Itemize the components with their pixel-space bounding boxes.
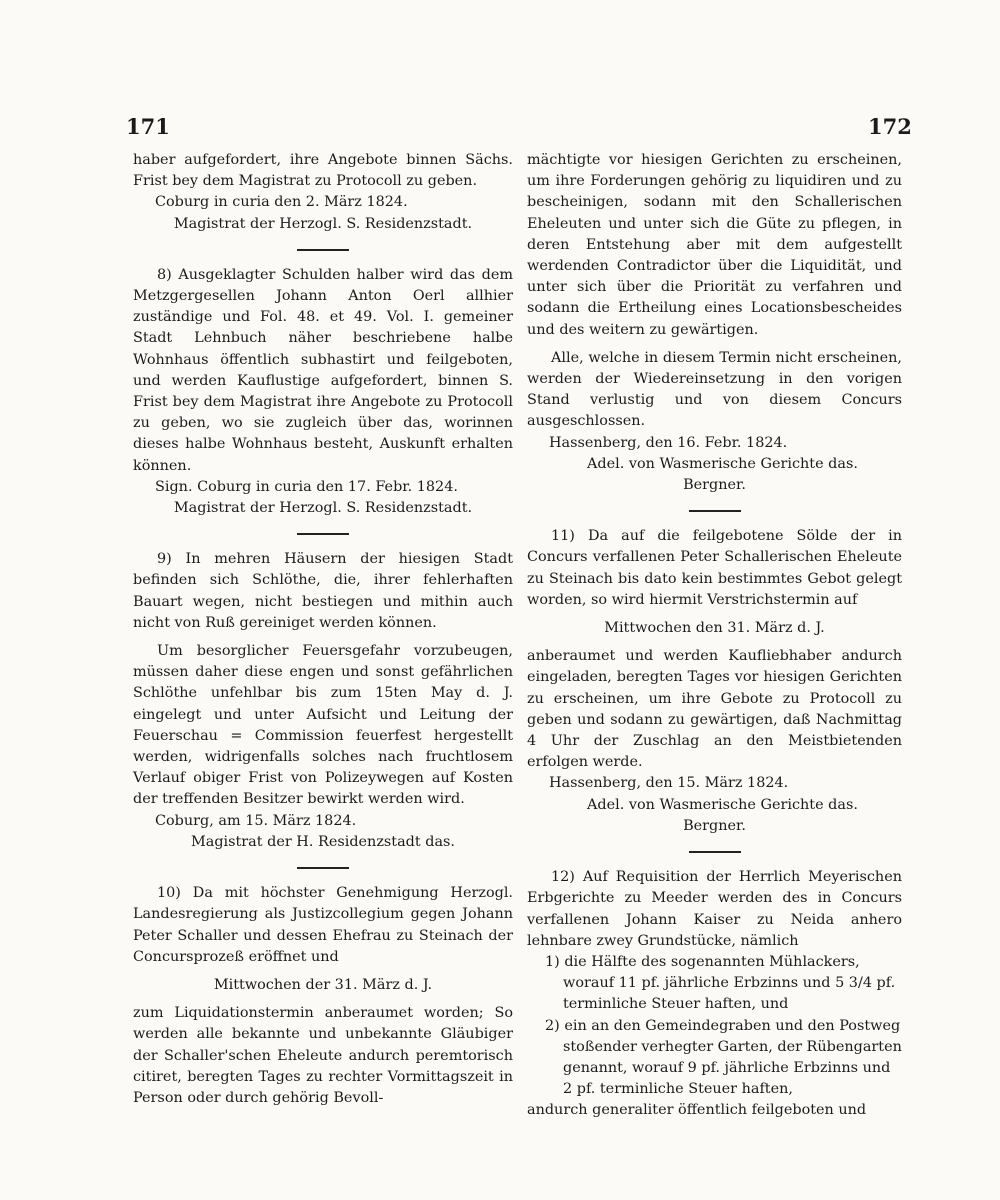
intro-signature: Magistrat der Herzogl. S. Residenzstadt.	[173, 215, 473, 232]
page-number-right: 172	[868, 114, 912, 139]
item11-signature: Adel. von Wasmerische Gerichte das.	[587, 796, 858, 813]
item10-cont-signature: Adel. von Wasmerische Gerichte das.	[587, 455, 858, 472]
item10-cont-date: Hassenberg, den 16. Febr. 1824.	[549, 434, 788, 451]
item11-date: Hassenberg, den 15. März 1824.	[549, 775, 789, 792]
list-item: 2) ein an den Gemeindegraben und den Postweg stoßender verhegter Garten, der Rübengarten genannt, worauf 9 pf. jährliche Erbzinns und 2 pf. terminliche Steuer haften,	[545, 1017, 902, 1098]
section-divider	[297, 867, 349, 869]
right-column	[527, 150, 902, 1122]
item12-list	[527, 952, 902, 1100]
section-divider	[689, 851, 741, 853]
item10-cont-text: mächtigte vor hiesigen Gerichten zu erscheinen, um ihre Forderungen gehörig zu liquidiren und zu bescheinigen, sodann mit den Schallerischen Eheleuten und unter sich die Güte zu pflegen, in deren Entstehung aber mit dem aufgestellt werdenden Contradictor über die Liquidität, und unter sich über die Priorität zu verfahren und sodann die Ertheilung eines Locationsbescheides und des weitern zu gewärtigen.	[527, 152, 902, 338]
intro-text: haber aufgefordert, ihre Angebote binnen Sächs. Frist bey dem Magistrat zu Protocoll zu geben.	[133, 152, 513, 190]
item11-text2: anberaumet und werden Kaufliebhaber andurch eingeladen, beregten Tages vor hiesigen Gerichten zu erscheinen, um ihre Gebote zu Protocoll zu geben und sodann zu gewärtigen, daß Nachmittag 4 Uhr der Zuschlag an den Meistbietenden erfolgen werde.	[527, 648, 902, 771]
item12-tail: andurch generaliter öffentlich feilgeboten und	[527, 1102, 867, 1119]
page-number-left: 171	[126, 114, 170, 139]
left-column	[133, 150, 513, 1109]
item8-date: Sign. Coburg in curia den 17. Febr. 1824.	[155, 478, 458, 495]
item9-text1: 9) In mehren Häusern der hiesigen Stadt befinden sich Schlöthe, die, ihrer fehlerhaften Bauart wegen, nicht bestiegen und mithin auch nicht von Ruß gereiniget werden können.	[133, 551, 513, 631]
item10-cont-text2: Alle, welche in diesem Termin nicht erscheinen, werden der Wiedereinsetzung in den vorigen Stand verlustig und von diesem Concurs ausgeschlossen.	[527, 349, 902, 430]
item12-text: 12) Auf Requisition der Herrlich Meyerischen Erbgerichte zu Meeder werden des in Concurs verfallenen Johann Kaiser zu Neida anhero lehnbare zwey Grundstücke, nämlich	[527, 869, 902, 949]
list-item: 1) die Hälfte des sogenannten Mühlackers, worauf 11 pf. jährliche Erbzinns und 5 3/4 pf. terminliche Steuer haften, und	[545, 953, 896, 1013]
item10-cont-signer: Bergner.	[683, 477, 746, 494]
item8-signature: Magistrat der Herzogl. S. Residenzstadt.	[173, 500, 473, 517]
item9-text2: Um besorglicher Feuersgefahr vorzubeugen, müssen daher diese engen und sonst gefährlichen Schlöthe unfehlbar bis zum 15ten May d. J. eingelegt und unter Aufsicht und Leitung der Feuerschau = Commission feuerfest hergestellt werden, widrigenfalls solches nach fruchtlosem Verlauf obiger Frist von Polizeywegen auf Kosten der treffenden Besitzer bewirkt werden wird.	[133, 643, 513, 808]
intro-date: Coburg in curia den 2. März 1824.	[155, 194, 408, 211]
section-divider	[297, 533, 349, 535]
item11-text: 11) Da auf die feilgebotene Sölde der in Concurs verfallenen Peter Schallerischen Eheleute zu Steinach bis dato kein bestimmtes Gebot gelegt worden, so wird hiermit Verstrichstermin auf	[527, 528, 902, 608]
item10-text: 10) Da mit höchster Genehmigung Herzogl. Landesregierung als Justizcollegium gegen Johann Peter Schaller und dessen Ehefrau zu Steinach der Concursprozeß eröffnet und	[133, 885, 513, 965]
section-divider	[297, 249, 349, 251]
item10-text2: zum Liquidationstermin anberaumet worden; So werden alle bekannte und unbekannte Gläubiger der Schaller'schen Eheleute andurch peremtorisch citiret, beregten Tages zu rechter Vormittagszeit in Person oder durch gehörig Bevoll-	[133, 1005, 513, 1106]
item9-signature: Magistrat der H. Residenzstadt das.	[191, 833, 455, 850]
section-divider	[689, 510, 741, 512]
item8-text: 8) Ausgeklagter Schulden halber wird das dem Metzgergesellen Johann Anton Oerl allhier zuständige und Fol. 48. et 49. Vol. I. gemeiner Stadt Lehnbuch näher beschriebene halbe Wohnhaus öffentlich subhastirt und feilgeboten, und werden Kauflustige aufgefordert, binnen S. Frist bey dem Magistrat ihre Angebote zu Protocoll zu geben, wo sie zugleich über das, worinnen dieses halbe Wohnhaus besteht, Auskunft erhalten können.	[133, 266, 513, 474]
item10-date-center: Mittwochen der 31. März d. J.	[213, 976, 433, 993]
item11-date-center: Mittwochen den 31. März d. J.	[604, 620, 825, 637]
item9-date: Coburg, am 15. März 1824.	[155, 812, 357, 829]
item11-signer: Bergner.	[683, 817, 746, 834]
